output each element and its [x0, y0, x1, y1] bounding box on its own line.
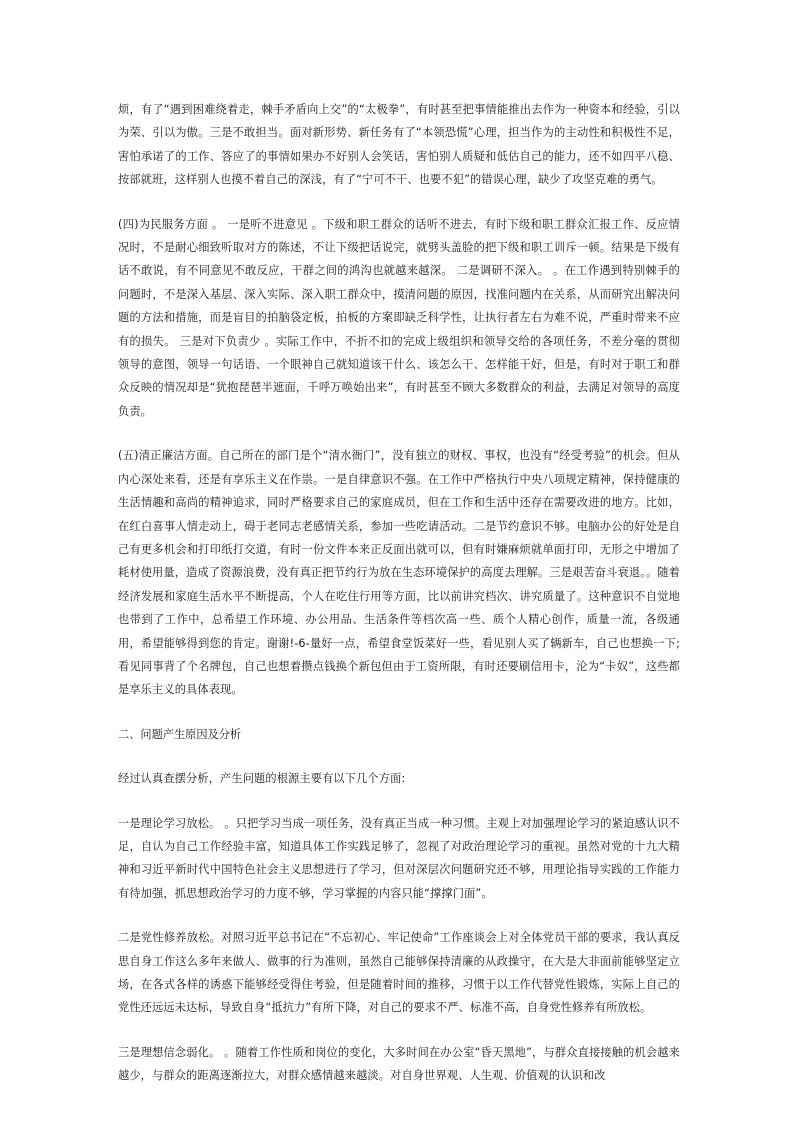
- paragraph-public-service: (四)为民服务方面 。 一是听不进意见 。下级和职工群众的话听不进去，有时下级和职工群众汇报工作、反应情况时，不是耐心细致听取对方的陈述，不让下级把话说完，就劈头盖脸的把下级和职工训斥一顿。结果是下级有话不敢说，有不同意见不敢反应，干群之间的鸿沟也就越来越深。 二是调研不深入。 。在工作遇到特别棘手的问题时，不是深入基层、深入实际、深入职工群众中，摸清问题的原因，找准问题内在关系，从而研究出解决问题的方法和措施，而是盲目的拍脑袋定板，拍板的方案即缺乏科学性，让执行者左右为难不说，严重时带来不应有的损失。 三是对下负责少 。实际工作中，不折不扣的完成上级组织和领导交给的各项任务，不差分毫的贯彻领导的意图，领导一句话语、一个眼神自己就知道该干什么、该怎么干、怎样能干好，但是，有时对于职工和群众反映的情况却是“犹抱琵琶半遮面，千呼万唤始出来”，有时甚至不顾大多数群众的利益，去满足对领导的高度负责。: [118, 217, 680, 418]
- paragraph-analysis-intro: 经过认真查摆分析，产生问题的根源主要有以下几个方面:: [118, 772, 406, 786]
- section-heading-causes: 二、问题产生原因及分析: [118, 727, 242, 741]
- paragraph-attitude-continued: 烦，有了“遇到困难绕着走，棘手矛盾向上交”的“太极拳”，有时甚至把事情能推出去作为一种资本和经验，引以为荣、引以为傲。三是不敢担当。面对新形势、新任务有了“本领恐慌”心理，担当作为的主动性和积极性不足，害怕承诺了的工作、答应了的事情如果办不好别人会笑话，害怕别人质疑和低估自己的能力，还不如四平八稳、按部就班，这样别人也摸不着自己的深浅，有了“宁可不干、也要不犯”的错误心理，缺少了攻坚克难的勇气。: [118, 103, 680, 187]
- paragraph-theory-study: 一是理论学习放松。 。只把学习当成一项任务，没有真正当成一种习惯。主观上对加强理论学习的紧迫感认识不足，自认为自己工作经验丰富，知道具体工作实践足够了，忽视了对政治理论学习的重视。虽然对党的十九大精神和习近平新时代中国特色社会主义思想进行了学习，但对深层次问题研究还不够，用理论指导实践的工作能力有待加强，抓思想政治学习的力度不够，学习掌握的内容只能“撑撑门面”。: [118, 816, 680, 900]
- paragraph-ideals-beliefs: 三是理想信念弱化。 。随着工作性质和岗位的变化，大多时间在办公室“昏天黑地”，与群众直接接触的机会越来越少，与群众的距离逐渐拉大，对群众感情越来越淡。对自身世界观、人生观、价值观的认识和改: [118, 1045, 680, 1083]
- paragraph-integrity: (五)清正廉洁方面。自己所在的部门是个“清水衙门”，没有独立的财权、事权，也没有“经受考验”的机会。但从内心深处来看，还是有享乐主义在作祟。一是自律意识不强。在工作中严格执行中央八项规定精神，保持健康的生活情趣和高尚的精神追求，同时严格要求自己的家庭成员，但在工作和生活中还存在需要改进的地方。比如，在红白喜事人情走动上，碍于老同志老感情关系，参加一些吃请活动。二是节约意识不够。电脑办公的好处是自己有更多机会和打印纸打交道，有时一份文件本来正反面出就可以，但有时嫌麻烦就单面打印，无形之中增加了耗材使用量，造成了资源浪费，没有真正把节约行为放在生态环境保护的高度去理解。三是艰苦奋斗衰退。。随着经济发展和家庭生活水平不断提高，个人在吃住行用等方面，比以前讲究档次、讲究质量了。这种意识不自觉地也带到了工作中，总希望工作环境、办公用品、生活条件等档次高一些、质个人精心创作，质量一流，各级通用，希望能够得到您的肯定。谢谢!-6-量好一点，希望食堂饭菜好一些，看见别人买了辆新车，自己也想换一下;看见同事背了个名牌包，自己也想着攒点钱换个新包但由于工资所限，有时还要刷信用卡，沦为“卡奴”，这些都是享乐主义的具体表现。: [118, 449, 680, 697]
- paragraph-party-spirit: 二是党性修养放松。对照习近平总书记在“不忘初心、牢记使命”工作座谈会上对全体党员干部的要求，我认真反思自身工作这么多年来做人、做事的行为准则，虽然自己能够保持清廉的从政操守，在大是大非面前能够坚定立场，在各式各样的诱惑下能够经受得住考验，但是随着时间的推移，习惯于以工作代替党性锻炼，实际上自己的党性还远远未达标，导致自身“抵抗力”有所下降，对自己的要求不严、标准不高，自身党性修养有所放松。: [118, 931, 680, 1015]
- document-page: [118, 98, 680, 1109]
